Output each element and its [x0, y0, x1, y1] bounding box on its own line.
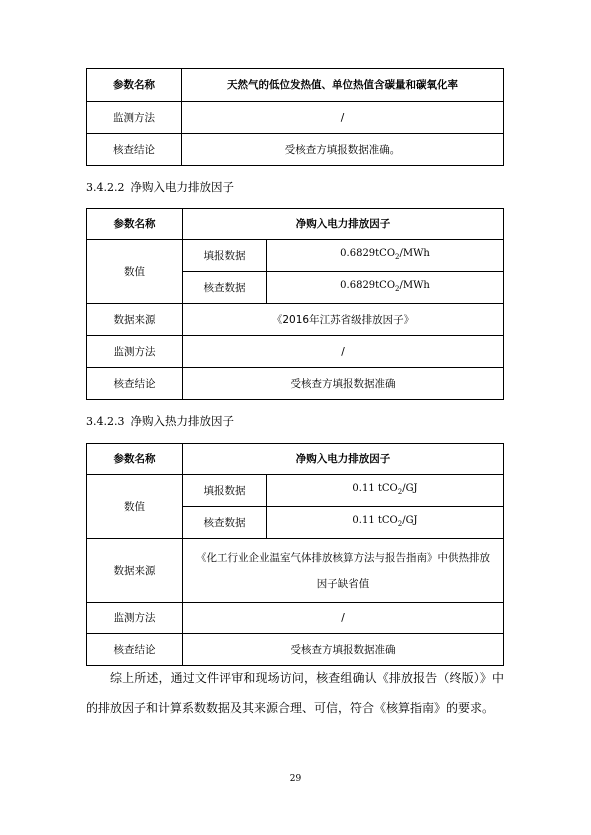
reported-data-value: 0.6829tCO$_2$/MWh	[267, 240, 504, 272]
table-row	[87, 102, 504, 134]
page-number: 29	[289, 774, 302, 784]
section-heading-heat	[86, 413, 234, 429]
conclusion-value: 受核查方填报数据准确	[183, 634, 504, 666]
monitor-method-label: 监测方法	[87, 336, 183, 368]
monitor-method-label: 监测方法	[87, 102, 182, 134]
verified-data-label: 核查数据	[183, 272, 267, 304]
verified-data-value: 0.6829tCO$_2$/MWh	[267, 272, 504, 304]
conclusion-label: 核查结论	[87, 368, 183, 400]
table-row	[87, 634, 504, 666]
section-number: 3.4.2.3	[86, 415, 125, 428]
table-row	[87, 603, 504, 634]
param-name-value: 净购入电力排放因子	[183, 209, 504, 240]
param-name-value: 天然气的低位发热值、单位热值含碳量和碳氧化率	[182, 69, 504, 102]
value-label: 数值	[87, 475, 183, 539]
reported-data-value: 0.11 tCO$_2$/GJ	[267, 475, 504, 507]
fuel-parameter-table	[86, 68, 504, 166]
heat-factor-table	[86, 443, 504, 666]
monitor-method-value: /	[183, 603, 504, 634]
summary-paragraph: 综上所述，通过文件评审和现场访问，核查组确认《排放报告（终版）》中的排放因子和计算系数数据及其来源合理、可信，符合《核算指南》的要求。	[86, 671, 504, 715]
param-name-header: 参数名称	[87, 69, 182, 102]
value-label: 数值	[87, 240, 183, 304]
conclusion-value: 受核查方填报数据准确	[183, 368, 504, 400]
verified-data-label: 核查数据	[183, 507, 267, 539]
param-name-header: 参数名称	[87, 209, 183, 240]
monitor-method-value: /	[182, 102, 504, 134]
param-name-header: 参数名称	[87, 444, 183, 475]
section-heading-electricity	[86, 179, 234, 195]
conclusion-label: 核查结论	[87, 634, 183, 666]
data-source-label: 数据来源	[87, 304, 183, 336]
section-number: 3.4.2.2	[86, 181, 125, 194]
data-source-label: 数据来源	[87, 539, 183, 603]
table-row	[87, 336, 504, 368]
section-title: 净购入热力排放因子	[130, 414, 234, 428]
reported-data-label: 填报数据	[183, 475, 267, 507]
monitor-method-value: /	[183, 336, 504, 368]
data-source-value: 《化工行业企业温室气体排放核算方法与报告指南》中供热排放因子缺省值	[183, 539, 504, 603]
conclusion-label: 核查结论	[87, 134, 182, 166]
table-row	[87, 69, 504, 102]
table-row	[87, 240, 504, 272]
table-row	[87, 539, 504, 603]
param-name-value: 净购入电力排放因子	[183, 444, 504, 475]
table-row	[87, 368, 504, 400]
table-row	[87, 444, 504, 475]
monitor-method-label: 监测方法	[87, 603, 183, 634]
data-source-value: 《2016年江苏省级排放因子》	[183, 304, 504, 336]
table-row	[87, 304, 504, 336]
reported-data-label: 填报数据	[183, 240, 267, 272]
conclusion-value: 受核查方填报数据准确。	[182, 134, 504, 166]
electricity-factor-table	[86, 208, 504, 400]
section-title: 净购入电力排放因子	[130, 180, 234, 194]
table-row	[87, 134, 504, 166]
verified-data-value: 0.11 tCO$_2$/GJ	[267, 507, 504, 539]
table-row	[87, 475, 504, 507]
table-row	[87, 209, 504, 240]
